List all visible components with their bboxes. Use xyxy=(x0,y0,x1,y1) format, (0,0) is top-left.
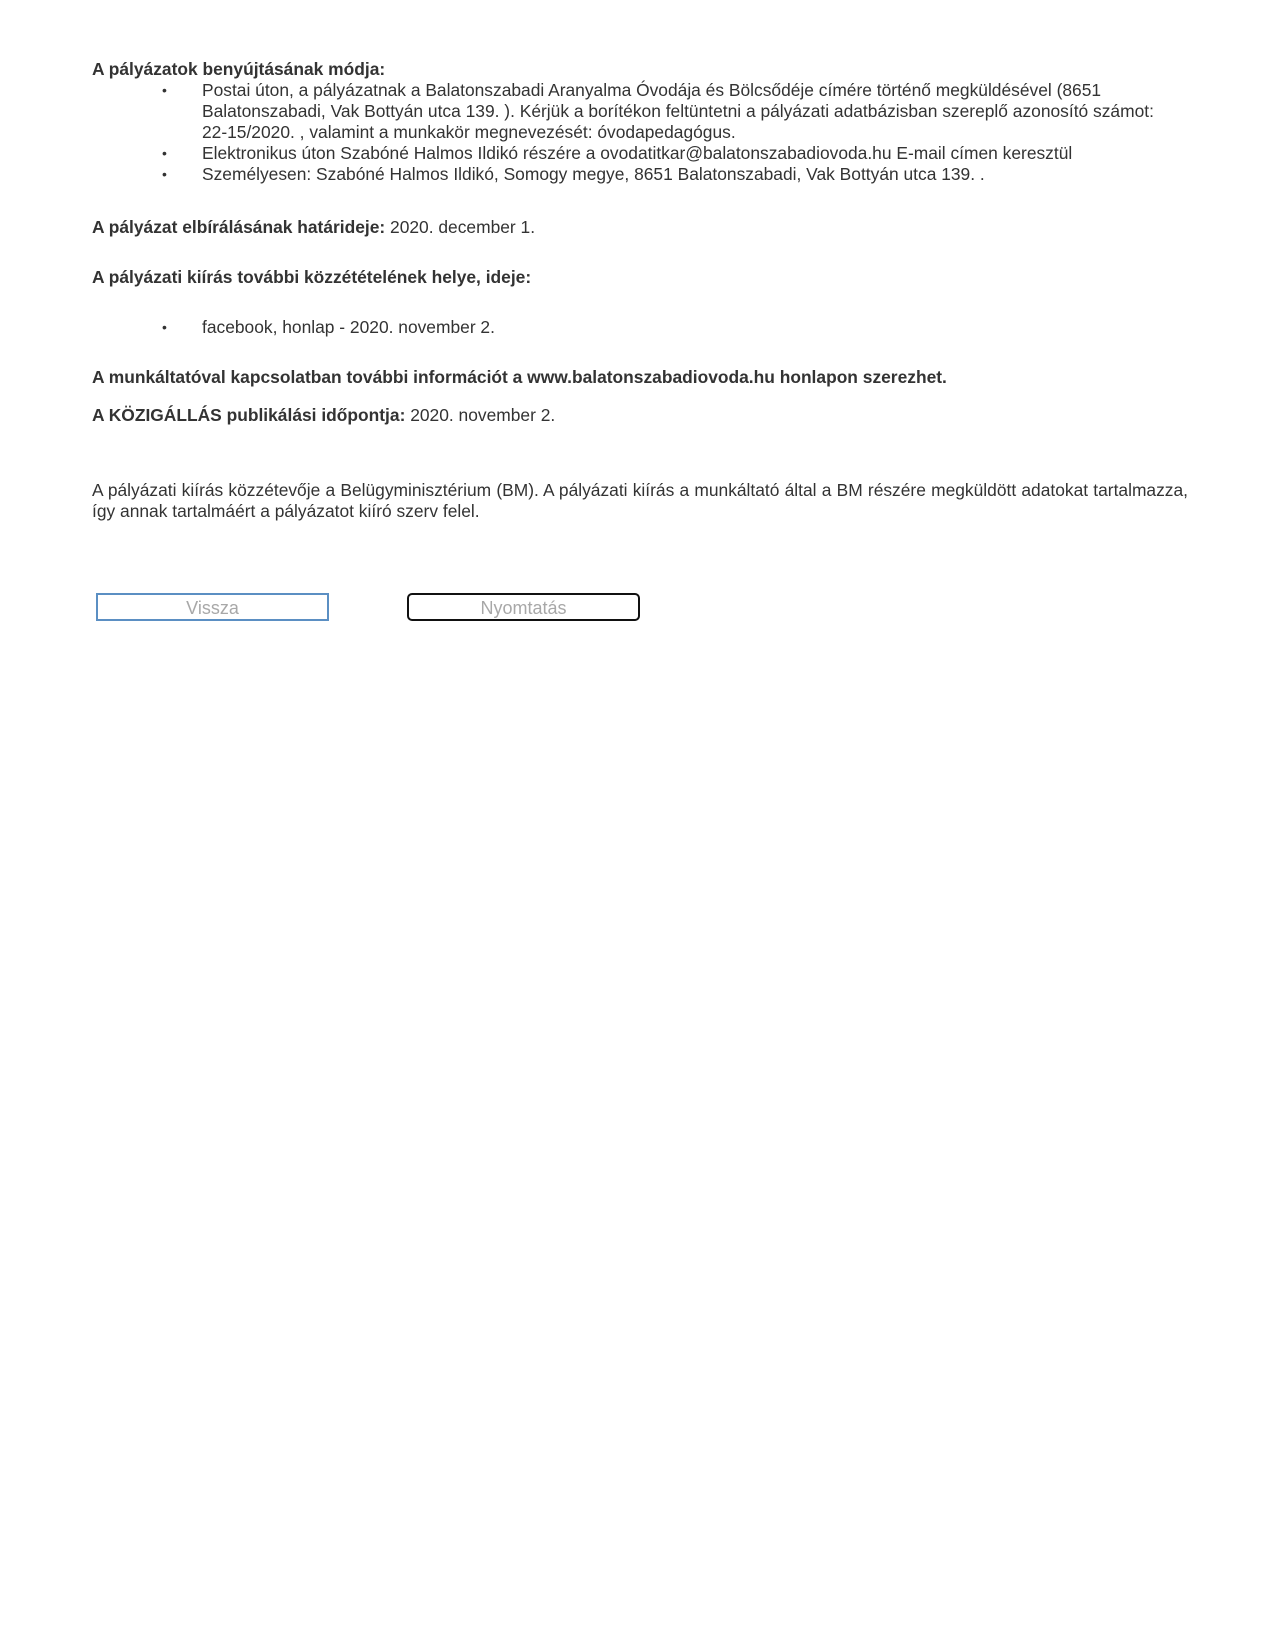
publication-date-value: 2020. november 2. xyxy=(405,405,556,425)
publication-date-row xyxy=(92,405,1188,426)
back-button[interactable]: Vissza xyxy=(96,593,329,621)
list-item xyxy=(92,80,1188,143)
deadline-label: A pályázat elbírálásának határideje: xyxy=(92,217,386,237)
publication-places-title: A pályázati kiírás további közzétételének helye, ideje: xyxy=(92,267,532,287)
submission-list xyxy=(92,80,1188,185)
list-item xyxy=(92,143,1188,164)
publication-date-label: A KÖZIGÁLLÁS publikálási időpontja: xyxy=(92,405,406,425)
list-item xyxy=(92,164,1188,185)
bullet-icon: • xyxy=(162,82,167,98)
publication-place-item: facebook, honlap - 2020. november 2. xyxy=(202,317,495,337)
submission-title: A pályázatok benyújtásának módja: xyxy=(92,59,386,79)
bullet-icon: • xyxy=(162,145,167,161)
submission-item-postal: Postai úton, a pályázatnak a Balatonszabadi Aranyalma Óvodája és Bölcsődéje címére történő megküldésével (8651 Balatonszabadi, Vak Bottyán utca 139. ). Kérjük a borítékon feltüntetni a pályázati adatbázisban szereplő azonosító számot: 22-15/2020. , valamint a munkakör megnevezését: óvodapedagógus. xyxy=(202,80,1154,142)
deadline-value: 2020. december 1. xyxy=(385,217,536,237)
submission-item-personal: Személyesen: Szabóné Halmos Ildikó, Somogy megye, 8651 Balatonszabadi, Vak Bottyán utca 139. . xyxy=(202,164,985,184)
submission-item-electronic: Elektronikus úton Szabóné Halmos Ildikó részére a ovodatitkar@balatonszabadiovoda.hu E-mail címen keresztül xyxy=(202,143,1073,163)
publisher-notice: A pályázati kiírás közzétevője a Belügyminisztérium (BM). A pályázati kiírás a munkáltató által a BM részére megküldött adatokat tartalmazza, így annak tartalmáért a pályázatot kiíró szerv felel. xyxy=(92,480,1188,521)
list-item xyxy=(92,317,1188,338)
bullet-icon: • xyxy=(162,319,167,335)
job-posting-content xyxy=(92,59,1188,522)
bullet-icon: • xyxy=(162,166,167,182)
publication-places-list xyxy=(92,317,1188,338)
deadline-row xyxy=(92,217,1188,238)
print-button[interactable]: Nyomtatás xyxy=(407,593,640,621)
employer-info: A munkáltatóval kapcsolatban további információt a www.balatonszabadiovoda.hu honlapon szerezhet. xyxy=(92,367,947,387)
